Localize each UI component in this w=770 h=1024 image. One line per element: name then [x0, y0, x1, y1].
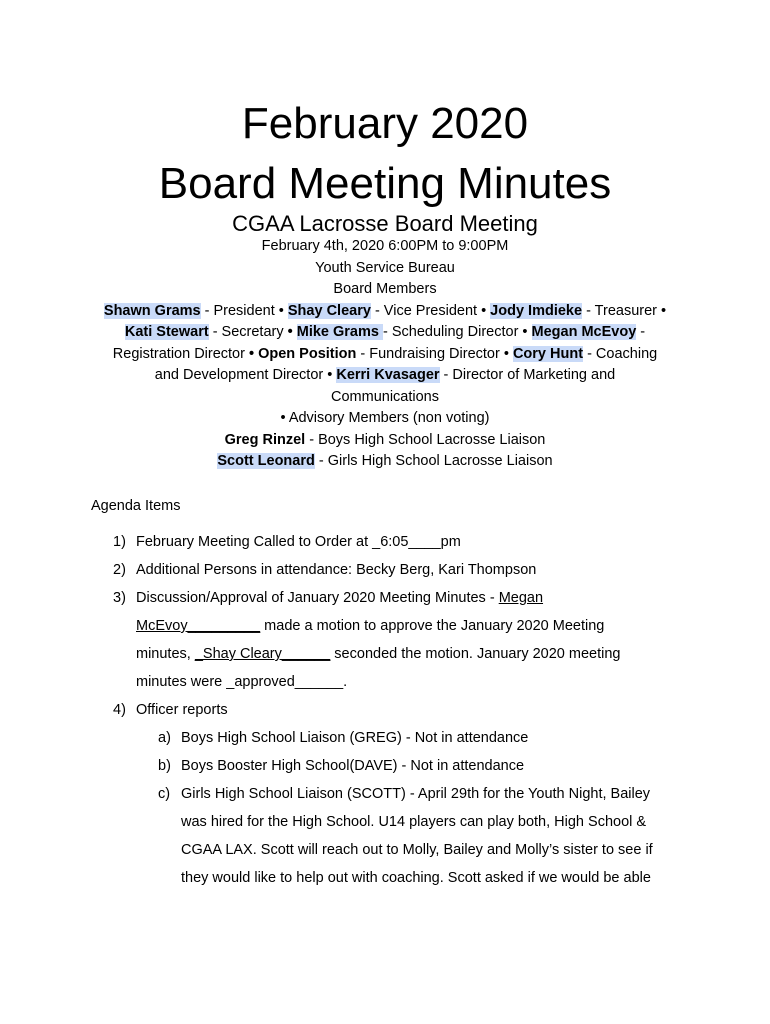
agenda-text-part: Discussion/Approval of January 2020 Meeting Minutes - [136, 590, 499, 606]
agenda-text-part: minutes, [136, 646, 195, 662]
subitem-text: was hired for the High School. U14 players can play both, High School & [181, 814, 647, 830]
member-role: - Fundraising Director • [356, 346, 513, 362]
subitem-text: they would like to help out with coaching. Scott asked if we would be able [181, 870, 651, 886]
agenda-text: Additional Persons in attendance: Becky Berg, Kari Thompson [136, 562, 537, 578]
agenda-blank: _Shay Cleary______ [194, 646, 331, 662]
member-role: - Vice President • [370, 303, 491, 319]
agenda-text [136, 588, 543, 608]
member-name: Kerri Kvasager [336, 367, 440, 383]
member-name: Mike Grams [296, 324, 383, 340]
members-line-1 [0, 301, 770, 323]
member-role: - Coaching [583, 346, 658, 362]
member-role: - Scheduling Director • [383, 324, 532, 340]
bullet: • [287, 324, 297, 340]
agenda-text: Officer reports [136, 702, 228, 718]
agenda-text: February Meeting Called to Order at _6:05____pm [136, 534, 461, 550]
advisory-line-1 [0, 430, 770, 452]
subitem-text: Boys High School Liaison (GREG) - Not in attendance [181, 730, 529, 746]
member-name: Jody Imdieke [490, 303, 583, 319]
subitem-letter: a) [158, 730, 171, 746]
members-line-5: Communications [331, 389, 439, 405]
member-name: Megan McEvoy [531, 324, 637, 340]
meeting-subtitle: CGAA Lacrosse Board Meeting [232, 211, 538, 236]
agenda-text [136, 644, 620, 664]
advisor-name: Greg Rinzel [224, 432, 306, 448]
agenda-blank: Megan [498, 590, 544, 606]
advisor-role: - Boys High School Lacrosse Liaison [305, 432, 546, 448]
advisory-line-2 [0, 451, 770, 473]
agenda-number: 4) [113, 702, 126, 718]
meeting-date-time: February 4th, 2020 6:00PM to 9:00PM [261, 238, 509, 254]
member-role: - Secretary [208, 324, 288, 340]
member-role: - President • [200, 303, 288, 319]
title-line-2: Board Meeting Minutes [158, 159, 612, 208]
members-line-3 [0, 344, 770, 366]
subitem-letter: c) [158, 786, 171, 802]
member-role: Registration Director [112, 346, 249, 362]
agenda-text-part: made a motion to approve the January 2020 Meeting [260, 618, 605, 634]
members-line-4 [0, 365, 770, 387]
member-name: Shawn Grams [103, 303, 201, 319]
member-role: - Director of Marketing and [439, 367, 616, 383]
agenda-text: minutes were _approved______. [136, 674, 348, 690]
agenda-number: 2) [113, 562, 126, 578]
title-line-1: February 2020 [241, 99, 529, 148]
bullet: • [248, 346, 259, 362]
member-name: Cory Hunt [512, 346, 584, 362]
member-name: Shay Cleary [287, 303, 371, 319]
advisory-heading: • Advisory Members (non voting) [280, 410, 490, 426]
agenda-blank: McEvoy_________ [136, 618, 261, 634]
advisor-name: Scott Leonard [217, 453, 315, 469]
advisor-role: - Girls High School Lacrosse Liaison [314, 453, 553, 469]
members-line-2 [0, 322, 770, 344]
agenda-title: Agenda Items [91, 498, 181, 514]
meeting-location: Youth Service Bureau [315, 260, 455, 276]
subitem-text: CGAA LAX. Scott will reach out to Molly, Bailey and Molly’s sister to see if [181, 842, 653, 858]
subitem-letter: b) [158, 758, 171, 774]
agenda-text [136, 616, 604, 636]
subitem-text: Boys Booster High School(DAVE) - Not in attendance [181, 758, 525, 774]
member-role: - [636, 324, 646, 340]
board-members-heading: Board Members [333, 281, 437, 297]
agenda-number: 1) [113, 534, 126, 550]
member-role: - Treasurer • [582, 303, 667, 319]
member-role: and Development Director • [154, 367, 337, 383]
member-name: Open Position [258, 346, 357, 362]
agenda-text-part: seconded the motion. January 2020 meeting [330, 646, 621, 662]
subitem-text: Girls High School Liaison (SCOTT) - April 29th for the Youth Night, Bailey [181, 786, 651, 802]
member-name: Kati Stewart [124, 324, 209, 340]
agenda-number: 3) [113, 590, 126, 606]
